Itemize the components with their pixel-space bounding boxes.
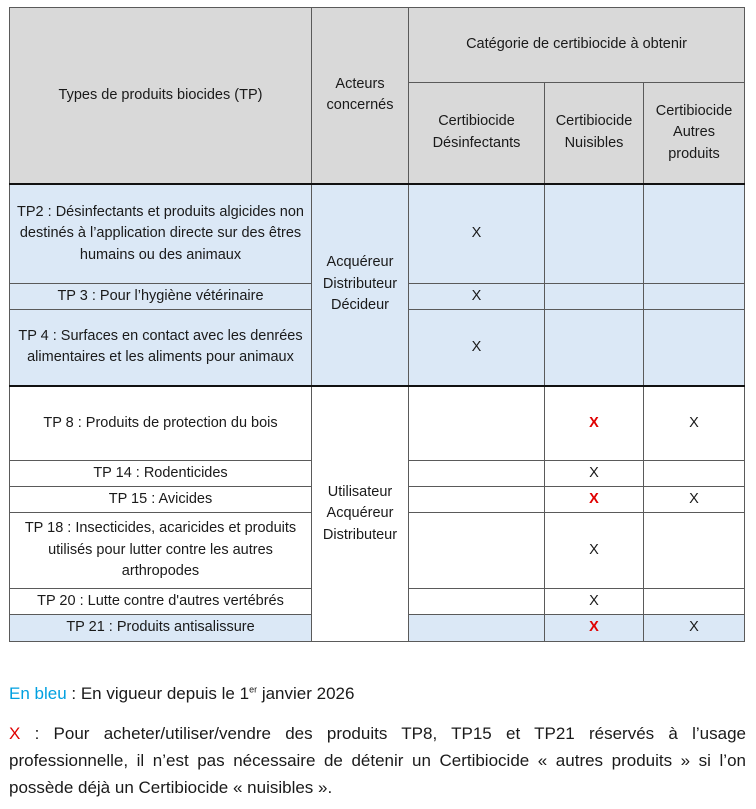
mark-cell-red: X	[545, 386, 644, 461]
x-legend-label: X	[9, 724, 21, 743]
actor-label: Acquéreur	[326, 254, 394, 271]
header-types: Types de produits biocides (TP)	[10, 8, 312, 184]
mark-cell	[644, 184, 745, 284]
actor-label: Distributeur	[322, 526, 398, 543]
mark-cell	[545, 184, 644, 284]
blue-legend-date: janvier 2026	[257, 684, 355, 703]
tp-cell: TP2 : Désinfectants et produits algicides non destinés à l’application directe sur des êtres humains ou des animaux	[10, 184, 312, 284]
mark-cell	[644, 513, 745, 589]
mark-cell	[409, 461, 545, 487]
tp-cell: TP 21 : Produits antisalissure	[10, 615, 312, 642]
tp-cell: TP 8 : Produits de protection du bois	[10, 386, 312, 461]
mark-cell-red: X	[545, 615, 644, 642]
actor-label: Décideur	[330, 297, 390, 314]
mark-cell: X	[409, 310, 545, 386]
mark-cell: X	[409, 284, 545, 310]
tp-cell: TP 3 : Pour l’hygiène vétérinaire	[10, 284, 312, 310]
mark-cell: X	[644, 487, 745, 513]
mark-cell	[409, 589, 545, 615]
header-category-group: Catégorie de certibiocide à obtenir	[409, 8, 745, 83]
mark-cell: X	[545, 589, 644, 615]
note-x-legend	[9, 720, 746, 801]
mark-cell-red: X	[545, 487, 644, 513]
tp-cell: TP 20 : Lutte contre d'autres vertébrés	[10, 589, 312, 615]
mark-cell	[409, 513, 545, 589]
actor-label: Utilisateur	[327, 483, 393, 500]
mark-cell	[545, 310, 644, 386]
tp-cell: TP 18 : Insecticides, acaricides et produits utilisés pour lutter contre les autres arthropodes	[10, 513, 312, 589]
blue-legend-text: : En vigueur depuis le 1	[66, 684, 250, 703]
mark-cell	[409, 386, 545, 461]
tp-cell: TP 4 : Surfaces en contact avec les denrées alimentaires et les aliments pour animaux	[10, 310, 312, 386]
x-legend-text: : Pour acheter/utiliser/vendre des produits TP8, TP15 et TP21 réservés à l’usage professionnelle, il n’est pas nécessaire de détenir un Certibiocide « autres produits » si l’on possède déjà un Certibiocide « nuisibles ».	[9, 724, 746, 797]
actor-label: Acquéreur	[326, 505, 394, 521]
blue-legend-label: En bleu	[9, 684, 67, 703]
mark-cell	[644, 310, 745, 386]
biocide-table	[9, 7, 745, 642]
mark-cell	[409, 487, 545, 513]
mark-cell: X	[644, 615, 745, 642]
mark-cell: X	[409, 184, 545, 284]
actor-label: Distributeur	[322, 275, 398, 292]
header-certibiocide-desinfectants: Certibiocide Désinfectants	[409, 83, 545, 184]
tp-cell: TP 15 : Avicides	[10, 487, 312, 513]
actors-cell-group1	[312, 184, 409, 386]
mark-cell: X	[545, 513, 644, 589]
header-certibiocide-nuisibles: Certibiocide Nuisibles	[545, 83, 644, 184]
mark-cell	[644, 461, 745, 487]
header-certibiocide-autres: Certibiocide Autres produits	[644, 83, 745, 184]
mark-cell	[409, 615, 545, 642]
mark-cell: X	[545, 461, 644, 487]
ordinal-superscript: er	[249, 684, 258, 695]
header-actors: Acteurs concernés	[312, 8, 409, 184]
actors-cell-group2	[312, 386, 409, 642]
mark-cell	[644, 284, 745, 310]
mark-cell: X	[644, 386, 745, 461]
note-blue-legend	[9, 680, 746, 707]
tp-cell: TP 14 : Rodenticides	[10, 461, 312, 487]
table-row	[10, 386, 745, 461]
table-row	[10, 184, 745, 284]
mark-cell	[644, 589, 745, 615]
mark-cell	[545, 284, 644, 310]
